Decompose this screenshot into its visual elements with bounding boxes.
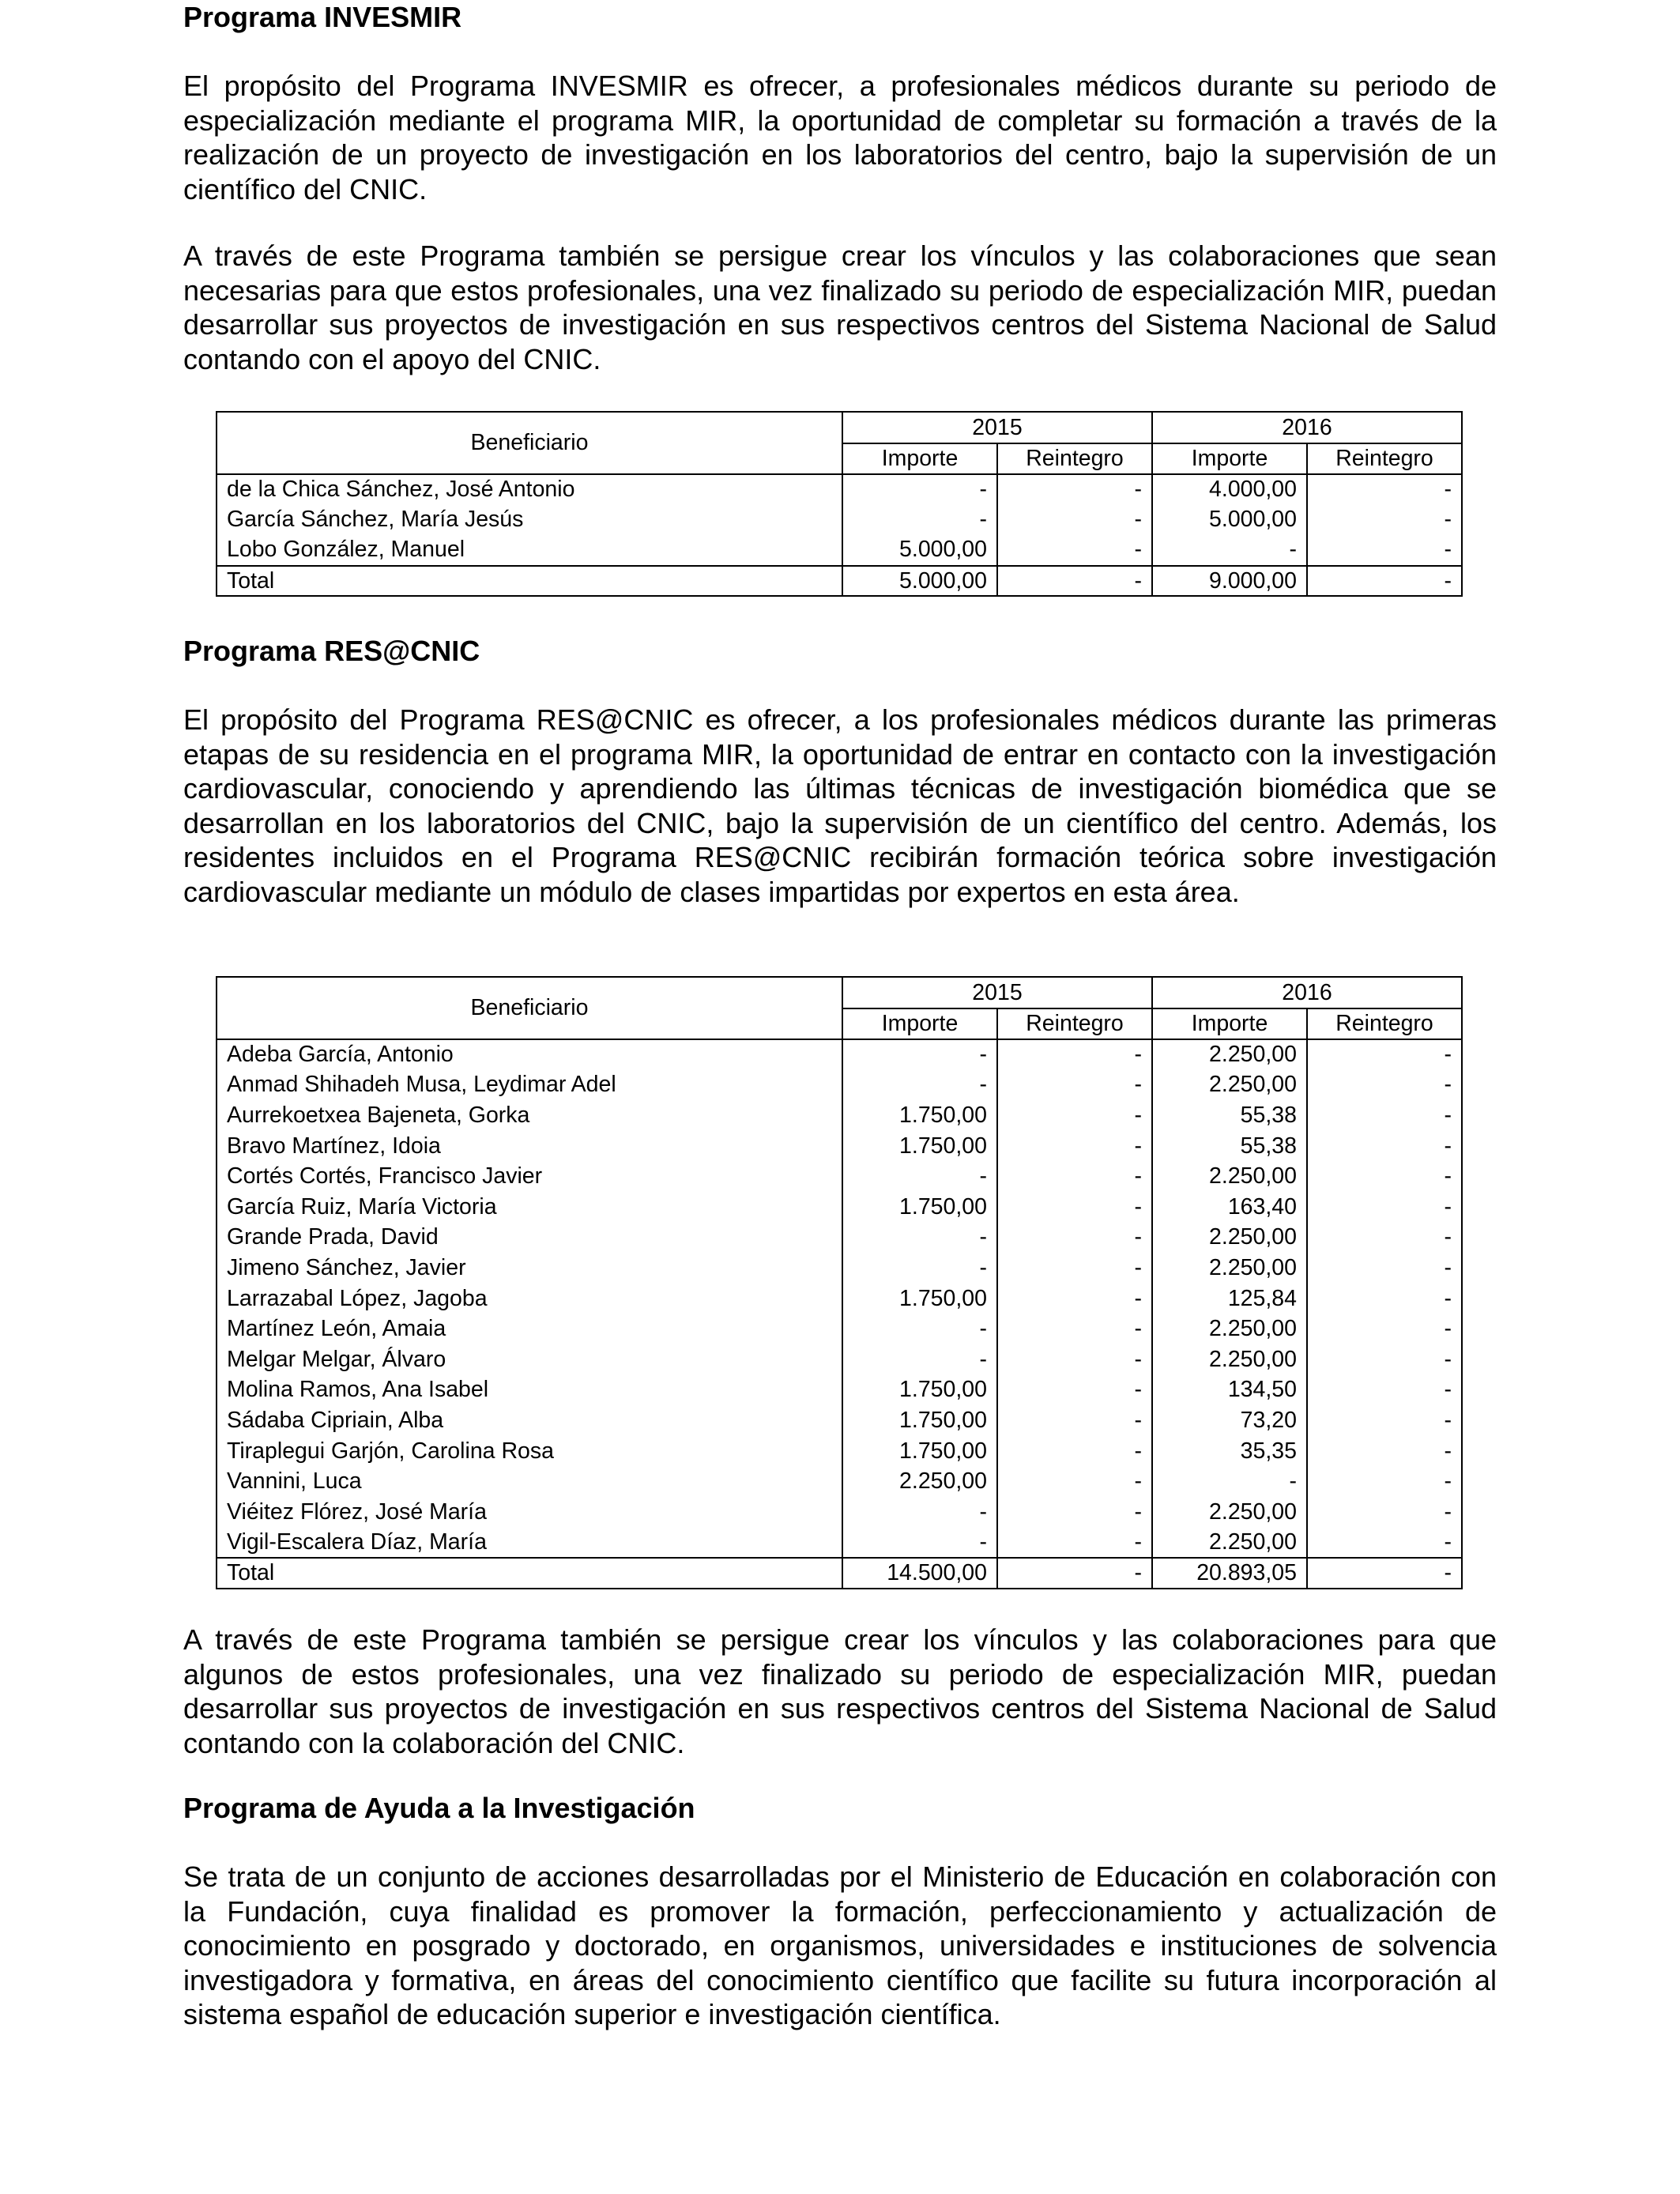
beneficiary-name-cell: Viéitez Flórez, José María — [217, 1497, 842, 1528]
reintegro-2015-cell: - — [997, 1100, 1152, 1131]
table-row — [217, 1466, 1462, 1497]
beneficiary-name-cell: Anmad Shihadeh Musa, Leydimar Adel — [217, 1070, 842, 1101]
reintegro-2016-cell: - — [1307, 1192, 1462, 1223]
table-row — [217, 474, 1462, 505]
importe-2016-cell: 5.000,00 — [1152, 505, 1307, 536]
table-row — [217, 1405, 1462, 1436]
reintegro-2016-cell: - — [1307, 1314, 1462, 1344]
table-row — [217, 1528, 1462, 1559]
column-header-reintegro-2015: Reintegro — [997, 443, 1152, 474]
reintegro-2015-cell: - — [997, 1558, 1152, 1589]
rescnic-paragraph-1: El propósito del Programa RES@CNIC es ofrecer, a los profesionales médicos durante las primeras etapas de su residencia en el programa MIR, la oportunidad de entrar en contacto con la investigación cardiovascular, conociendo y aprendiendo las últimas técnicas de investigación biomédica que se desarrollan en los laboratorios del CNIC, bajo la supervisión de un científico del centro. Además, los residentes incluidos en el Programa RES@CNIC recibirán formación teórica sobre investigación cardiovascular mediante un módulo de clases impartidas por expertos en esta área. — [183, 703, 1497, 908]
importe-2016-cell: 2.250,00 — [1152, 1161, 1307, 1192]
importe-2016-cell: 2.250,00 — [1152, 1070, 1307, 1101]
reintegro-2015-cell: - — [997, 1466, 1152, 1497]
importe-2015-cell: - — [842, 1070, 997, 1101]
importe-2015-cell: - — [842, 1528, 997, 1559]
reintegro-2016-cell: - — [1307, 1039, 1462, 1070]
reintegro-2016-cell: - — [1307, 1284, 1462, 1314]
total-row — [217, 1558, 1462, 1589]
importe-2016-cell: 55,38 — [1152, 1131, 1307, 1162]
reintegro-2016-cell: - — [1307, 1405, 1462, 1436]
reintegro-2016-cell: - — [1307, 1497, 1462, 1528]
importe-2016-cell: 20.893,05 — [1152, 1558, 1307, 1589]
reintegro-2015-cell: - — [997, 1497, 1152, 1528]
importe-2016-cell: 2.250,00 — [1152, 1314, 1307, 1344]
table-row — [217, 1192, 1462, 1223]
beneficiary-name-cell: Tiraplegui Garjón, Carolina Rosa — [217, 1436, 842, 1467]
reintegro-2015-cell: - — [997, 1314, 1152, 1344]
rescnic-beneficiaries-table — [216, 976, 1463, 1589]
importe-2015-cell: 14.500,00 — [842, 1558, 997, 1589]
ayuda-heading: Programa de Ayuda a la Investigación — [183, 1792, 695, 1824]
beneficiary-name-cell: Cortés Cortés, Francisco Javier — [217, 1161, 842, 1192]
importe-2016-cell: - — [1152, 535, 1307, 566]
rescnic-paragraph-2: A través de este Programa también se persigue crear los vínculos y las colaboraciones para que algunos de estos profesionales, una vez finalizado su periodo de especialización MIR, puedan desarrollar sus proyectos de investigación en sus respectivos centros del Sistema Nacional de Salud contando con la colaboración del CNIC. — [183, 1623, 1497, 1759]
table-row — [217, 1131, 1462, 1162]
importe-2015-cell: 1.750,00 — [842, 1100, 997, 1131]
column-header-2016: 2016 — [1152, 977, 1462, 1008]
reintegro-2016-cell: - — [1307, 1223, 1462, 1253]
reintegro-2016-cell: - — [1307, 1100, 1462, 1131]
table-row — [217, 1284, 1462, 1314]
importe-2016-cell: 2.250,00 — [1152, 1223, 1307, 1253]
column-header-importe-2015: Importe — [842, 1008, 997, 1039]
reintegro-2015-cell: - — [997, 1223, 1152, 1253]
importe-2016-cell: 134,50 — [1152, 1375, 1307, 1406]
table-row — [217, 505, 1462, 536]
importe-2016-cell: 55,38 — [1152, 1100, 1307, 1131]
beneficiary-name-cell: Sádaba Cipriain, Alba — [217, 1405, 842, 1436]
beneficiary-name-cell: Larrazabal López, Jagoba — [217, 1284, 842, 1314]
importe-2015-cell: 1.750,00 — [842, 1436, 997, 1467]
importe-2016-cell: - — [1152, 1466, 1307, 1497]
table-row — [217, 1223, 1462, 1253]
column-header-reintegro-2015: Reintegro — [997, 1008, 1152, 1039]
reintegro-2015-cell: - — [997, 1161, 1152, 1192]
importe-2016-cell: 125,84 — [1152, 1284, 1307, 1314]
reintegro-2015-cell: - — [997, 1375, 1152, 1406]
importe-2015-cell: - — [842, 1314, 997, 1344]
reintegro-2015-cell: - — [997, 505, 1152, 536]
beneficiary-name-cell: de la Chica Sánchez, José Antonio — [217, 474, 842, 505]
importe-2015-cell: - — [842, 1344, 997, 1375]
table-row — [217, 535, 1462, 566]
beneficiary-name-cell: Lobo González, Manuel — [217, 535, 842, 566]
reintegro-2015-cell: - — [997, 1039, 1152, 1070]
reintegro-2016-cell: - — [1307, 1558, 1462, 1589]
beneficiary-name-cell: Total — [217, 566, 842, 597]
column-header-importe-2016: Importe — [1152, 1008, 1307, 1039]
invesmir-beneficiaries-table — [216, 411, 1463, 597]
importe-2015-cell: 2.250,00 — [842, 1466, 997, 1497]
importe-2015-cell: 1.750,00 — [842, 1284, 997, 1314]
importe-2016-cell: 2.250,00 — [1152, 1528, 1307, 1559]
beneficiary-name-cell: Grande Prada, David — [217, 1223, 842, 1253]
importe-2016-cell: 2.250,00 — [1152, 1039, 1307, 1070]
importe-2016-cell: 2.250,00 — [1152, 1344, 1307, 1375]
reintegro-2016-cell: - — [1307, 1253, 1462, 1284]
beneficiary-name-cell: García Ruiz, María Victoria — [217, 1192, 842, 1223]
importe-2015-cell: - — [842, 505, 997, 536]
beneficiary-name-cell: Vannini, Luca — [217, 1466, 842, 1497]
importe-2016-cell: 9.000,00 — [1152, 566, 1307, 597]
reintegro-2016-cell: - — [1307, 1436, 1462, 1467]
reintegro-2016-cell: - — [1307, 1131, 1462, 1162]
beneficiary-name-cell: Aurrekoetxea Bajeneta, Gorka — [217, 1100, 842, 1131]
table-row — [217, 1497, 1462, 1528]
reintegro-2015-cell: - — [997, 1070, 1152, 1101]
reintegro-2015-cell: - — [997, 1131, 1152, 1162]
table-row — [217, 1375, 1462, 1406]
column-header-beneficiario: Beneficiario — [217, 977, 842, 1039]
importe-2016-cell: 73,20 — [1152, 1405, 1307, 1436]
reintegro-2016-cell: - — [1307, 535, 1462, 566]
invesmir-heading: Programa INVESMIR — [183, 1, 462, 33]
rescnic-heading: Programa RES@CNIC — [183, 635, 480, 667]
column-header-reintegro-2016: Reintegro — [1307, 443, 1462, 474]
importe-2015-cell: 1.750,00 — [842, 1192, 997, 1223]
reintegro-2015-cell: - — [997, 1436, 1152, 1467]
importe-2016-cell: 2.250,00 — [1152, 1253, 1307, 1284]
column-header-reintegro-2016: Reintegro — [1307, 1008, 1462, 1039]
reintegro-2015-cell: - — [997, 566, 1152, 597]
column-header-2015: 2015 — [842, 977, 1152, 1008]
importe-2015-cell: 1.750,00 — [842, 1375, 997, 1406]
invesmir-paragraph-1: El propósito del Programa INVESMIR es ofrecer, a profesionales médicos durante su periodo de especialización mediante el programa MIR, la oportunidad de completar su formación a través de la realización de un proyecto de investigación en los laboratorios del centro, bajo la supervisión de un científico del CNIC. — [183, 70, 1497, 205]
beneficiary-name-cell: Adeba García, Antonio — [217, 1039, 842, 1070]
total-row — [217, 566, 1462, 597]
table-row — [217, 1344, 1462, 1375]
importe-2015-cell: - — [842, 1039, 997, 1070]
reintegro-2015-cell: - — [997, 535, 1152, 566]
reintegro-2015-cell: - — [997, 1284, 1152, 1314]
reintegro-2016-cell: - — [1307, 1375, 1462, 1406]
importe-2015-cell: 5.000,00 — [842, 566, 997, 597]
column-header-importe-2015: Importe — [842, 443, 997, 474]
beneficiary-name-cell: Melgar Melgar, Álvaro — [217, 1344, 842, 1375]
column-header-2016: 2016 — [1152, 412, 1462, 443]
beneficiary-name-cell: Vigil-Escalera Díaz, María — [217, 1528, 842, 1559]
importe-2015-cell: - — [842, 1223, 997, 1253]
reintegro-2016-cell: - — [1307, 1161, 1462, 1192]
importe-2015-cell: - — [842, 1161, 997, 1192]
table-row — [217, 1436, 1462, 1467]
importe-2015-cell: 5.000,00 — [842, 535, 997, 566]
reintegro-2016-cell: - — [1307, 505, 1462, 536]
importe-2015-cell: - — [842, 474, 997, 505]
importe-2015-cell: 1.750,00 — [842, 1405, 997, 1436]
importe-2016-cell: 35,35 — [1152, 1436, 1307, 1467]
table-row — [217, 1100, 1462, 1131]
beneficiary-name-cell: Jimeno Sánchez, Javier — [217, 1253, 842, 1284]
table-row — [217, 1161, 1462, 1192]
table-row — [217, 1314, 1462, 1344]
beneficiary-name-cell: Total — [217, 1558, 842, 1589]
reintegro-2016-cell: - — [1307, 1344, 1462, 1375]
table-row — [217, 1253, 1462, 1284]
reintegro-2016-cell: - — [1307, 1070, 1462, 1101]
beneficiary-name-cell: Martínez León, Amaia — [217, 1314, 842, 1344]
importe-2016-cell: 163,40 — [1152, 1192, 1307, 1223]
column-header-beneficiario: Beneficiario — [217, 412, 842, 474]
beneficiary-name-cell: García Sánchez, María Jesús — [217, 505, 842, 536]
importe-2015-cell: - — [842, 1497, 997, 1528]
reintegro-2016-cell: - — [1307, 474, 1462, 505]
importe-2016-cell: 2.250,00 — [1152, 1497, 1307, 1528]
table-row — [217, 1070, 1462, 1101]
reintegro-2016-cell: - — [1307, 1466, 1462, 1497]
reintegro-2016-cell: - — [1307, 566, 1462, 597]
table-row — [217, 1039, 1462, 1070]
importe-2015-cell: 1.750,00 — [842, 1131, 997, 1162]
reintegro-2015-cell: - — [997, 1344, 1152, 1375]
reintegro-2016-cell: - — [1307, 1528, 1462, 1559]
importe-2015-cell: - — [842, 1253, 997, 1284]
beneficiary-name-cell: Bravo Martínez, Idoia — [217, 1131, 842, 1162]
reintegro-2015-cell: - — [997, 1192, 1152, 1223]
reintegro-2015-cell: - — [997, 1405, 1152, 1436]
reintegro-2015-cell: - — [997, 474, 1152, 505]
reintegro-2015-cell: - — [997, 1528, 1152, 1559]
importe-2016-cell: 4.000,00 — [1152, 474, 1307, 505]
ayuda-paragraph-1: Se trata de un conjunto de acciones desarrolladas por el Ministerio de Educación en colaboración con la Fundación, cuya finalidad es promover la formación, perfeccionamiento y actualización de conocimiento en posgrado y doctorado, en organismos, universidades e instituciones de solvencia investigadora y formativa, en áreas del conocimiento científico que facilite su futura incorporación al sistema español de educación superior e investigación científica. — [183, 1860, 1497, 2030]
column-header-2015: 2015 — [842, 412, 1152, 443]
beneficiary-name-cell: Molina Ramos, Ana Isabel — [217, 1375, 842, 1406]
reintegro-2015-cell: - — [997, 1253, 1152, 1284]
column-header-importe-2016: Importe — [1152, 443, 1307, 474]
invesmir-paragraph-2: A través de este Programa también se persigue crear los vínculos y las colaboraciones que sean necesarias para que estos profesionales, una vez finalizado su periodo de especialización MIR, puedan desarrollar sus proyectos de investigación en sus respectivos centros del Sistema Nacional de Salud contando con el apoyo del CNIC. — [183, 239, 1497, 375]
